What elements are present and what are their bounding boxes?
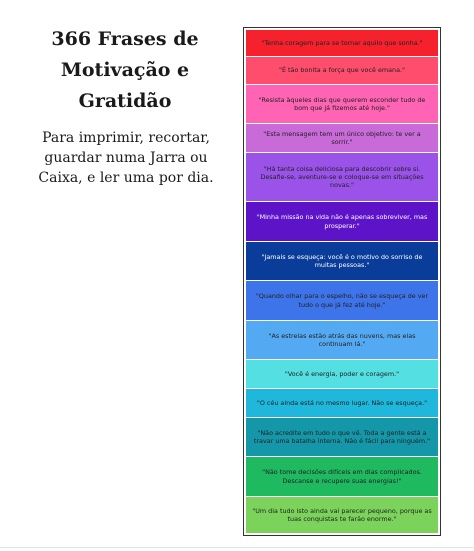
quote-text: "Não tome decisões difíceis em dias complicados. Descanse e recupere suas energias!" — [262, 468, 422, 485]
quote-text: "Há tanta coisa deliciosa para descobrir sobre si. Desafie-se, aventure-se e coloque-se em situações novas." — [260, 164, 424, 190]
quote-strip-3 — [246, 85, 438, 124]
quote-text: "Um dia tudo isto ainda vai parecer pequeno, porque as tuas conquistas te farão enorme." — [252, 506, 432, 523]
quote-text: "Tenha coragem para se tornar aquilo que sonha." — [261, 38, 423, 47]
quote-text: "Você é energia, poder e coragem." — [284, 369, 400, 378]
quote-strip-1 — [246, 30, 438, 57]
quote-strip-13 — [246, 457, 438, 497]
quote-strip-5 — [246, 153, 438, 202]
bottom-divider — [0, 547, 474, 548]
quote-strip-14 — [246, 497, 438, 534]
quote-strip-11 — [246, 389, 438, 418]
quote-strip-10 — [246, 360, 438, 389]
quote-text: "Quando olhar para o espelho, não se esqueça de ver tudo o que já fez até hoje." — [255, 292, 429, 309]
quote-text: "Jamais se esqueça: você é o motivo do sorriso de muitas pessoas." — [261, 252, 423, 269]
page-subtitle: Para imprimir, recortar, guardar numa Jarra ou Caixa, e ler uma por dia. — [38, 130, 214, 186]
quote-text: "Minha missão na vida não é apenas sobreviver, mas prosperar." — [256, 213, 428, 230]
quote-strip-4 — [246, 124, 438, 153]
quote-strip-panel — [243, 27, 441, 536]
quote-strip-2 — [246, 57, 438, 85]
quote-strip-6 — [246, 202, 438, 242]
quote-text: "As estrelas estão atrás das nuvens, mas elas continuam lá." — [268, 331, 416, 348]
quote-text: "Esta mensagem tem um único objetivo: te ver a sorrir." — [263, 129, 421, 146]
quote-strip-8 — [246, 281, 438, 321]
quote-text: "É tão bonita a força que você emana." — [279, 66, 405, 75]
quote-strip-9 — [246, 321, 438, 360]
quote-text: "Não acredite em tudo o que vê. Toda a gente está a travar uma batalha interna. Não é fácil para ninguém." — [253, 428, 431, 445]
page-title: 366 Frases de Motivação e Gratidão — [51, 28, 199, 112]
quote-strip-7 — [246, 242, 438, 281]
quote-text: "O céu ainda está no mesmo lugar. Não se esqueça." — [256, 398, 428, 407]
quote-text: "Resista àqueles dias que querem esconder tudo de bom que já fizemos até hoje." — [258, 95, 426, 112]
quote-strip-12 — [246, 418, 438, 457]
